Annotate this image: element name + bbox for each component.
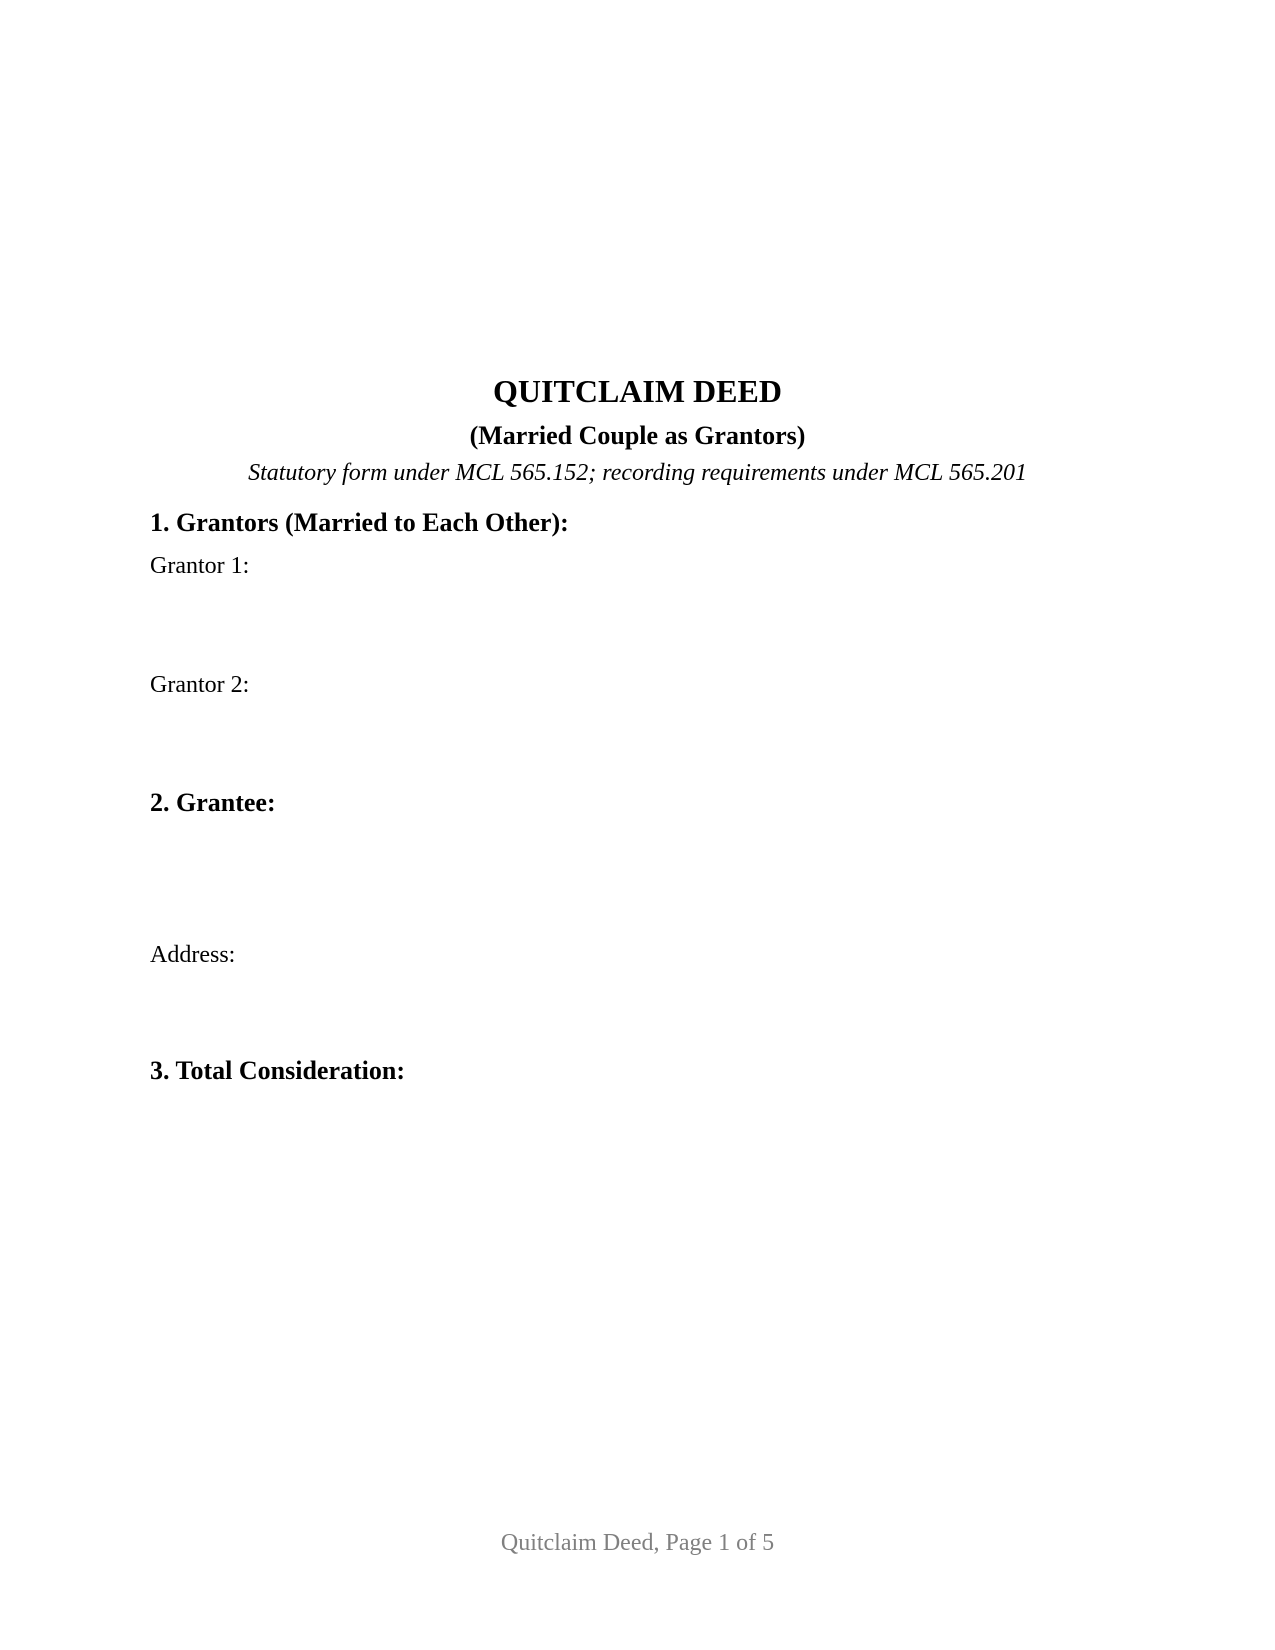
page-title: QUITCLAIM DEED: [493, 373, 782, 409]
grantor-2-label: Grantor 2:: [150, 672, 250, 698]
statute-note: Statutory form under MCL 565.152; recording requirements under MCL 565.201: [248, 460, 1027, 486]
grantors-heading: 1. Grantors (Married to Each Other):: [150, 508, 569, 537]
grantor-1-label: Grantor 1:: [150, 553, 250, 579]
page-subtitle: (Married Couple as Grantors): [469, 421, 806, 450]
total-consideration-heading: 3. Total Consideration:: [150, 1056, 405, 1085]
grantee-address-label: Address:: [150, 942, 236, 968]
page-footer: Quitclaim Deed, Page 1 of 5: [500, 1530, 775, 1556]
grantee-heading: 2. Grantee:: [150, 788, 276, 817]
